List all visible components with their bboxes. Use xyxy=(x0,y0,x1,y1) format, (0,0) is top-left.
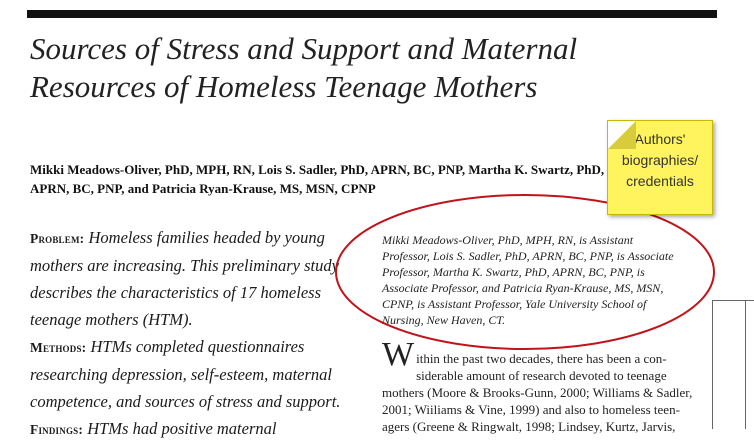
bio-line: Mikki Meadows-Oliver, PhD, MPH, RN, is Assistant xyxy=(382,233,634,247)
drop-cap: W xyxy=(382,336,415,373)
methods-text: researching depression, self-esteem, maternal xyxy=(30,365,332,384)
problem-text: teenage mothers (HTM). xyxy=(30,310,193,329)
findings-label: Findings: xyxy=(30,422,84,437)
findings-text: HTMs had positive maternal xyxy=(83,419,277,438)
bio-line: Professor, Lois S. Sadler, PhD, APRN, BC, PNP, is Associate xyxy=(382,249,674,263)
top-rule xyxy=(27,10,717,18)
body-line: ithin the past two decades, there has been a con- xyxy=(416,351,667,366)
body-line: siderable amount of research devoted to teenage xyxy=(416,368,667,383)
author-line-1: Mikki Meadows-Oliver, PhD, MPH, RN, Lois S. Sadler, PhD, APRN, BC, PNP, Martha K. Swartz, PhD, xyxy=(30,162,605,177)
note-line: credentials xyxy=(626,173,694,189)
body-line: mothers (Moore & Brooks-Gunn, 2000; Williams & Sadler, xyxy=(382,385,693,400)
author-biography xyxy=(382,232,722,328)
methods-text: competence, and sources of stress and support. xyxy=(30,392,341,411)
abstract xyxy=(30,224,350,443)
page-edge-line xyxy=(712,300,713,429)
bio-line: CPNP, is Assistant Professor, Yale University School of xyxy=(382,297,647,311)
problem-text: Homeless families headed by young xyxy=(84,228,325,247)
problem-text: mothers are increasing. This preliminary study xyxy=(30,256,339,275)
page-edge-line xyxy=(712,300,754,301)
problem-text: describes the characteristics of 17 homeless xyxy=(30,283,321,302)
sticky-note xyxy=(607,120,713,215)
methods-label: Methods: xyxy=(30,340,87,355)
bio-line: Professor, Martha K. Swartz, PhD, APRN, BC, PNP, is xyxy=(382,265,645,279)
title-line-1: Sources of Stress and Support and Maternal xyxy=(30,31,578,66)
body-line: 2001; Wiiliams & Vine, 1999) and also to homeless teen- xyxy=(382,402,680,417)
body-line: agers (Greene & Ringwalt, 1998; Lindsey, Kurtz, Jarvis, xyxy=(382,419,676,434)
article-title xyxy=(30,30,690,106)
title-line-2: Resources of Homeless Teenage Mothers xyxy=(30,69,538,104)
note-line: biographies/ xyxy=(621,152,699,168)
body-text xyxy=(382,336,712,435)
bio-line: Associate Professor, and Patricia Ryan-Krause, MS, MSN, xyxy=(382,281,664,295)
note-line: Authors' xyxy=(634,131,686,147)
author-line-2: APRN, BC, PNP, and Patricia Ryan-Krause, MS, MSN, CPNP xyxy=(30,181,376,196)
methods-text: HTMs completed questionnaires xyxy=(86,337,305,356)
page-edge-line xyxy=(745,300,746,429)
note-fold xyxy=(608,121,636,149)
problem-label: Problem: xyxy=(30,231,85,246)
bio-line: Nursing, New Haven, CT. xyxy=(382,313,506,327)
